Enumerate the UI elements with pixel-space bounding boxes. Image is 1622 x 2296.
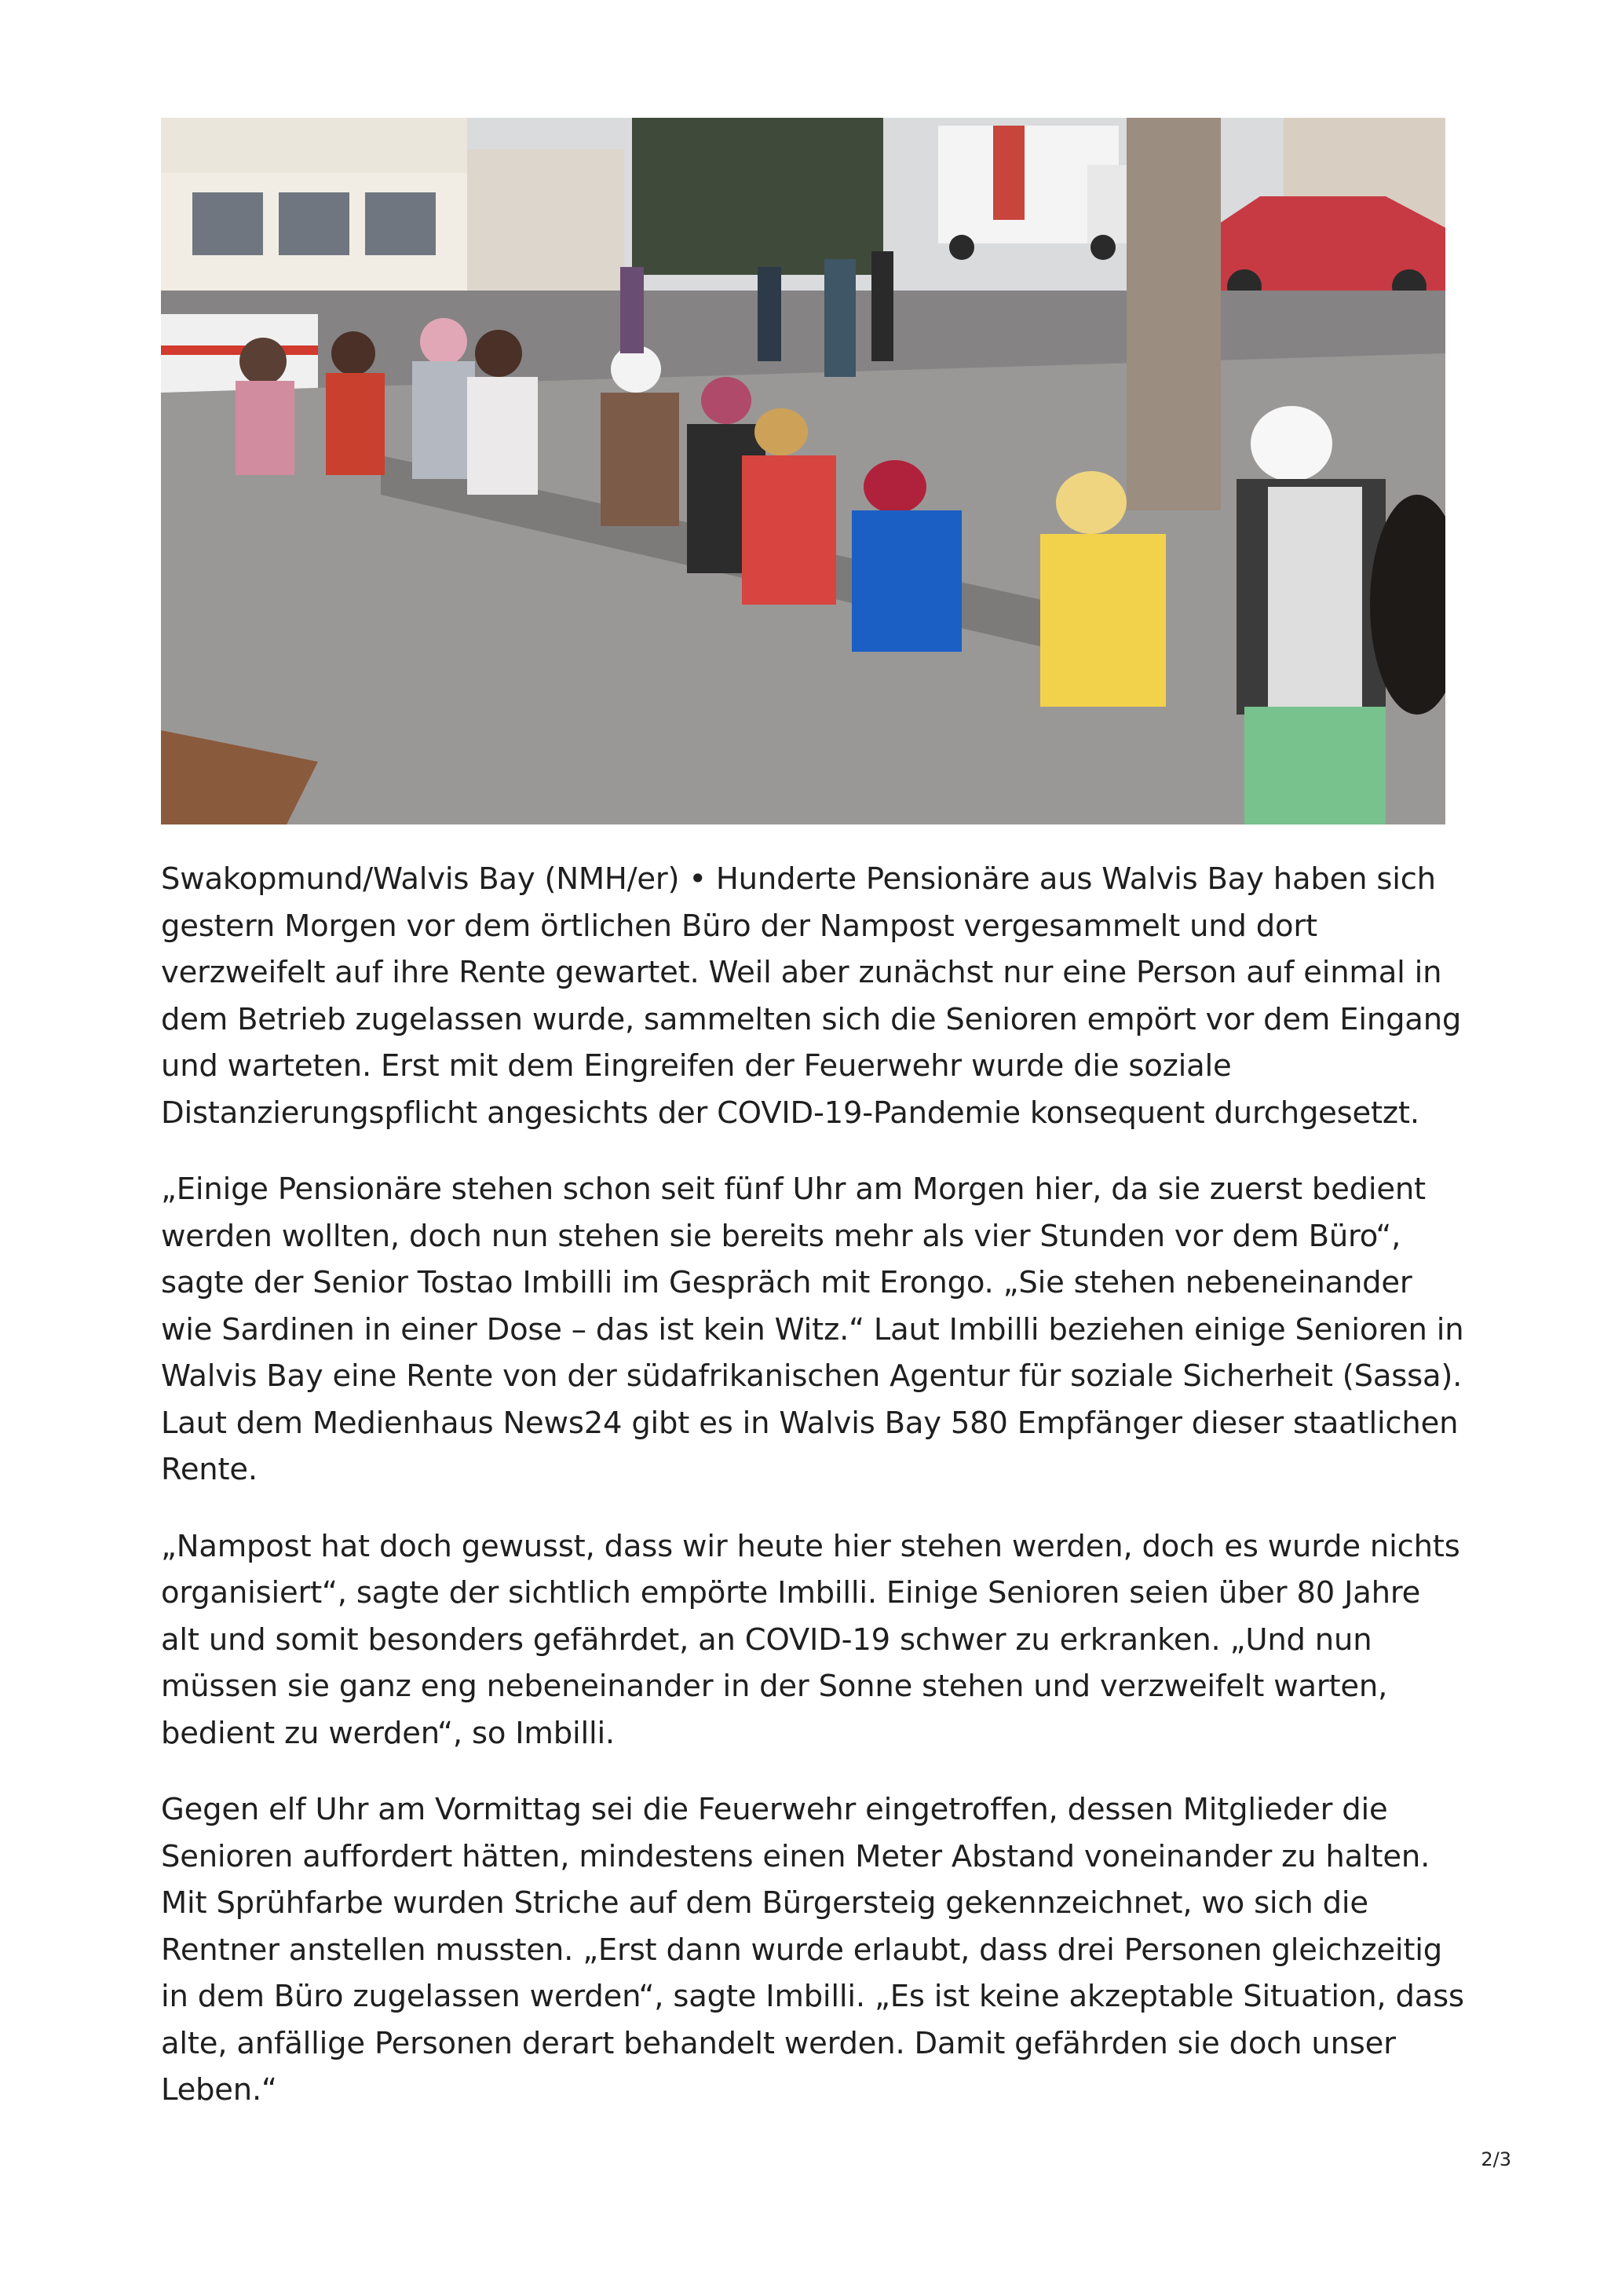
page-number: 2/3 [1481, 2148, 1511, 2170]
article-photo [161, 118, 1445, 824]
article-paragraph: Swakopmund/Walvis Bay (NMH/er) • Hunderte Pensionäre aus Walvis Bay haben sich gestern Morgen vor dem örtlichen Büro der Nampost vergesammelt und dort verzweifelt auf ihre Rente gewartet. Weil aber zunächst nur eine Person auf einmal in dem Betrieb zugelassen wurde, sammelten sich die Senioren empört vor dem Eingang und warteten. Erst mit dem Eingreifen der Feuerwehr wurde die soziale Distanzierungspflicht angesichts der COVID-19-Pandemie konsequent durchgesetzt. [161, 861, 1462, 1131]
article-paragraph: „Einige Pensionäre stehen schon seit fünf Uhr am Morgen hier, da sie zuerst bedient werden wollten, doch nun stehen sie bereits mehr als vier Stunden vor dem Büro“, sagte der Senior Tostao Imbilli im Gespräch mit Erongo. „Sie stehen nebeneinander wie Sardinen in einer Dose – das ist kein Witz.“ Laut Imbilli beziehen einige Senioren in Walvis Bay eine Rente von der südafrikanischen Agentur für soziale Sicherheit (Sassa). Laut dem Medienhaus News24 gibt es in Walvis Bay 580 Empfänger dieser staatlichen Rente. [161, 1172, 1464, 1487]
article-paragraph: „Nampost hat doch gewusst, dass wir heute hier stehen werden, doch es wurde nichts organisiert“, sagte der sichtlich empörte Imbilli. Einige Senioren seien über 80 Jahre alt und somit besonders gefährdet, an COVID-19 schwer zu erkranken. „Und nun müssen sie ganz eng nebeneinander in der Sonne stehen und verzweifelt warten, bedient zu werden“, so Imbilli. [161, 1528, 1460, 1751]
article-body [161, 856, 1464, 2144]
article-paragraph: Gegen elf Uhr am Vormittag sei die Feuerwehr eingetroffen, dessen Mitglieder die Senioren auffordert hätten, mindestens einen Meter Abstand voneinander zu halten. Mit Sprühfarbe wurden Striche auf dem Bürgersteig gekennzeichnet, wo sich die Rentner anstellen mussten. „Erst dann wurde erlaubt, dass drei Personen gleichzeitig in dem Büro zugelassen werden“, sagte Imbilli. „Es ist keine akzeptable Situation, dass alte, anfällige Personen derart behandelt werden. Damit gefährden sie doch unser Leben.“ [161, 1792, 1464, 2108]
